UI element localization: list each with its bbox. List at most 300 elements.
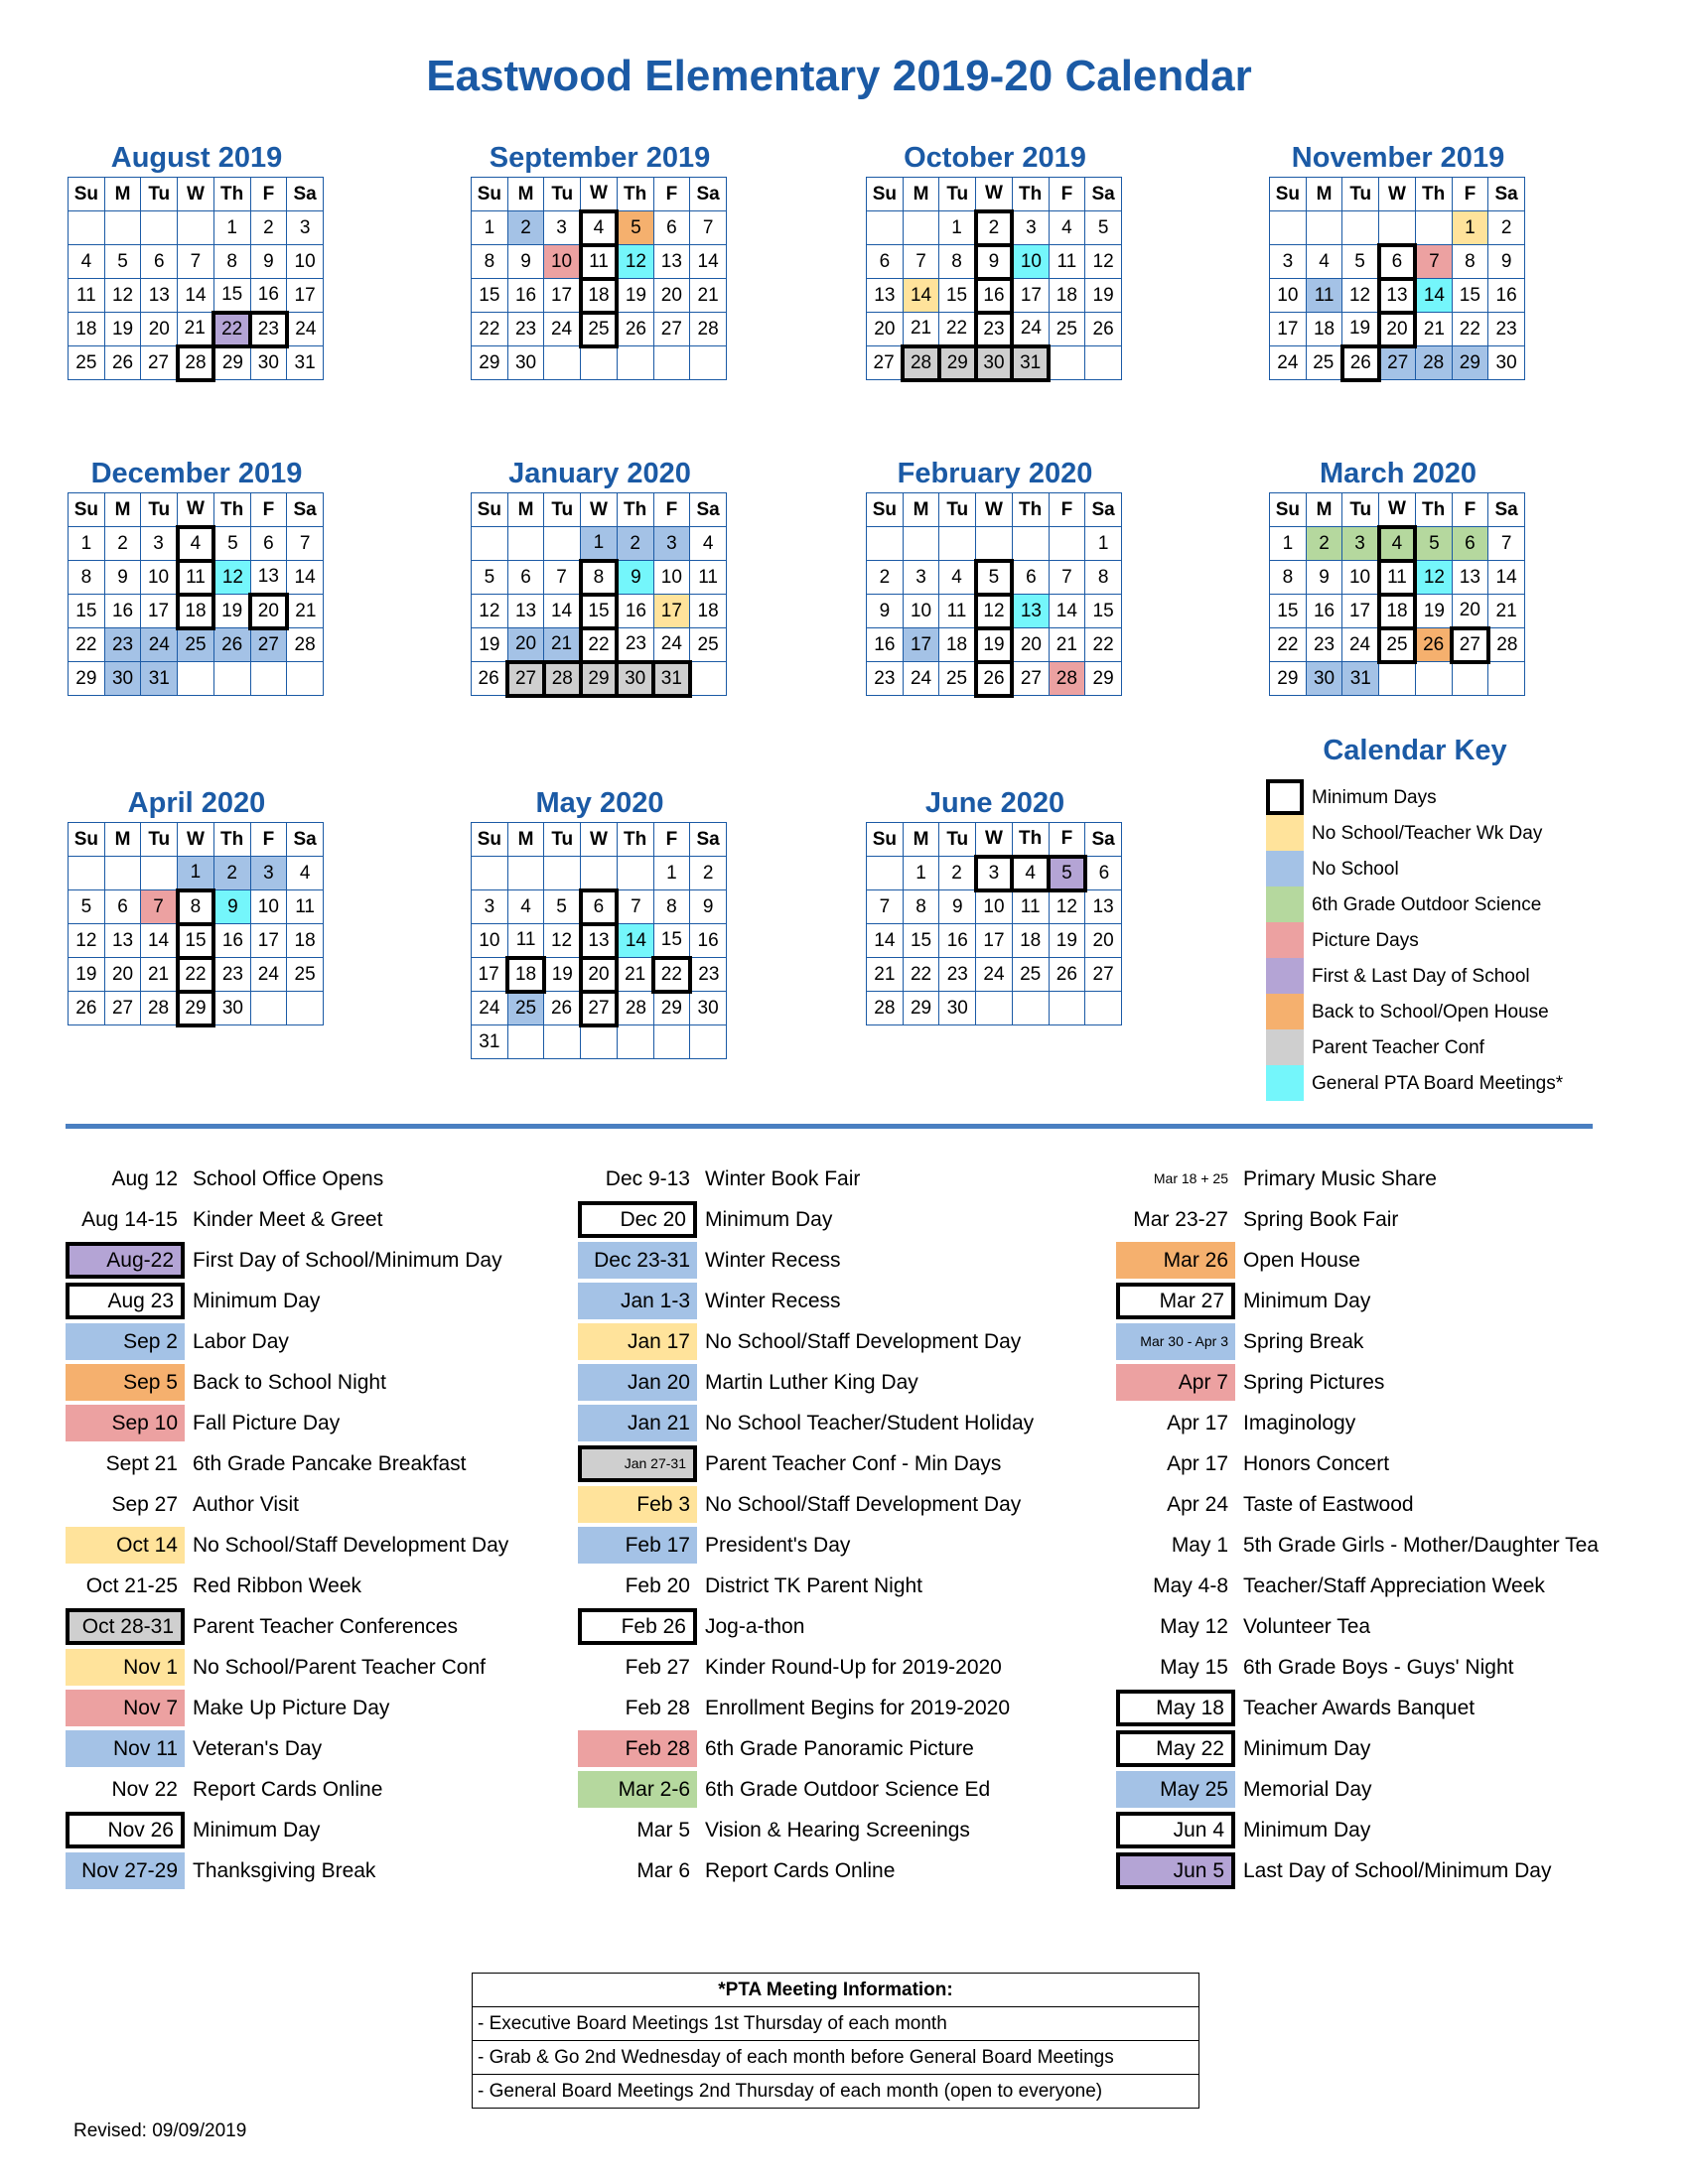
event-text: Winter Recess: [705, 1290, 841, 1312]
day-cell: 30: [250, 346, 287, 380]
weekday-header: Th: [1415, 178, 1452, 211]
event-date: Jun 5: [1116, 1852, 1235, 1889]
empty-cell: [903, 211, 939, 245]
key-swatch: [1266, 1029, 1304, 1065]
day-cell: 30: [1488, 346, 1525, 380]
day-cell: 25: [1379, 628, 1416, 662]
day-cell: 10: [287, 245, 324, 279]
day-cell: 16: [104, 595, 141, 628]
day-cell: 4: [1049, 211, 1085, 245]
day-cell: 3: [1012, 211, 1049, 245]
day-cell: 5: [976, 561, 1013, 595]
event-text: Minimum Day: [1243, 1819, 1371, 1842]
event-text: 5th Grade Girls - Mother/Daughter Tea: [1243, 1534, 1599, 1557]
event-date: Jun 4: [1116, 1812, 1235, 1848]
day-cell: 4: [690, 527, 727, 561]
weekday-header: Sa: [1488, 493, 1525, 527]
month-title: January 2020: [508, 458, 691, 489]
day-cell: 11: [1012, 890, 1049, 924]
event-row: [1116, 1159, 1672, 1199]
event-row: [66, 1606, 622, 1647]
empty-cell: [507, 1025, 544, 1059]
event-text: Kinder Round-Up for 2019-2020: [705, 1656, 1002, 1679]
day-cell: 5: [617, 211, 653, 245]
event-date: Nov 7: [66, 1690, 185, 1726]
event-date: Dec 20: [578, 1201, 697, 1238]
event-row: [578, 1403, 1134, 1443]
day-cell: 17: [544, 279, 581, 313]
day-cell: 20: [141, 313, 178, 346]
day-cell: 19: [104, 313, 141, 346]
day-cell: 5: [1085, 211, 1122, 245]
event-row: [1116, 1484, 1672, 1525]
event-text: Winter Book Fair: [705, 1167, 861, 1190]
month-calendar: [1269, 139, 1527, 382]
day-cell: 11: [1379, 561, 1416, 595]
event-row: [1116, 1199, 1672, 1240]
weekday-header: F: [1049, 493, 1085, 527]
event-text: Memorial Day: [1243, 1778, 1372, 1801]
day-cell: 3: [141, 527, 178, 561]
weekday-header: F: [1452, 493, 1488, 527]
event-text: Spring Break: [1243, 1330, 1364, 1353]
day-cell: 1: [1452, 211, 1488, 245]
day-cell: 10: [903, 595, 939, 628]
event-row: [578, 1647, 1134, 1688]
day-cell: 19: [1049, 924, 1085, 958]
day-cell: 17: [141, 595, 178, 628]
day-cell: 22: [1452, 313, 1488, 346]
weekday-header: F: [653, 493, 690, 527]
month-title: June 2020: [924, 787, 1065, 819]
events-column: [578, 1159, 1134, 1891]
event-date: Sep 5: [66, 1364, 185, 1401]
day-cell: 7: [903, 245, 939, 279]
weekday-header: Tu: [544, 493, 581, 527]
day-cell: 14: [1049, 595, 1085, 628]
pta-info-table: [472, 1973, 1199, 2109]
day-cell: 6: [581, 890, 618, 924]
day-cell: 28: [1415, 346, 1452, 380]
day-cell: 24: [903, 662, 939, 696]
day-cell: 27: [581, 992, 618, 1025]
weekday-header: Tu: [939, 493, 976, 527]
event-row: [1116, 1362, 1672, 1403]
event-date: May 4-8: [1153, 1574, 1228, 1597]
event-date: Sep 2: [66, 1323, 185, 1360]
day-cell: 27: [250, 628, 287, 662]
day-cell: 9: [213, 890, 250, 924]
event-row: [1116, 1321, 1672, 1362]
day-cell: 15: [178, 924, 214, 958]
day-cell: 3: [1342, 527, 1379, 561]
weekday-header: M: [507, 493, 544, 527]
weekday-header: W: [178, 178, 214, 211]
day-cell: 9: [690, 890, 727, 924]
key-swatch: [1266, 958, 1304, 994]
event-row: [578, 1769, 1134, 1810]
day-cell: 7: [544, 561, 581, 595]
day-cell: 30: [1306, 662, 1342, 696]
day-cell: 11: [1306, 279, 1342, 313]
weekday-header: Th: [617, 823, 653, 857]
day-cell: 23: [976, 313, 1013, 346]
day-cell: 29: [213, 346, 250, 380]
day-cell: 12: [1415, 561, 1452, 595]
empty-cell: [1049, 527, 1085, 561]
day-cell: 24: [544, 313, 581, 346]
weekday-header: W: [581, 493, 618, 527]
day-cell: 12: [472, 595, 508, 628]
day-cell: 8: [1270, 561, 1307, 595]
event-text: Veteran's Day: [193, 1737, 323, 1760]
day-cell: 11: [690, 561, 727, 595]
day-cell: 26: [1085, 313, 1122, 346]
day-cell: 8: [69, 561, 105, 595]
event-date: Sept 21: [105, 1452, 178, 1475]
day-cell: 5: [1415, 527, 1452, 561]
empty-cell: [1085, 992, 1122, 1025]
day-cell: 28: [1488, 628, 1525, 662]
event-row: [66, 1281, 622, 1321]
day-cell: 21: [1488, 595, 1525, 628]
month-calendar: [1269, 455, 1527, 696]
empty-cell: [472, 857, 508, 890]
day-cell: 18: [178, 595, 214, 628]
day-cell: 1: [581, 527, 618, 561]
event-text: Fall Picture Day: [193, 1412, 341, 1434]
day-cell: 24: [141, 628, 178, 662]
event-text: Minimum Day: [1243, 1290, 1371, 1312]
day-cell: 9: [250, 245, 287, 279]
day-cell: 7: [178, 245, 214, 279]
day-cell: 2: [976, 211, 1013, 245]
event-row: [66, 1199, 622, 1240]
event-date: Jan 1-3: [578, 1283, 697, 1319]
day-cell: 10: [976, 890, 1013, 924]
events-column: [66, 1159, 622, 1891]
day-cell: 7: [287, 527, 324, 561]
weekday-header: Th: [213, 178, 250, 211]
pta-line: - Executive Board Meetings 1st Thursday of each month: [473, 2007, 1199, 2041]
day-cell: 7: [141, 890, 178, 924]
event-date: Dec 23-31: [578, 1242, 697, 1279]
day-cell: 12: [1085, 245, 1122, 279]
day-cell: 5: [213, 527, 250, 561]
event-date: May 25: [1116, 1771, 1235, 1808]
event-row: [578, 1728, 1134, 1769]
weekday-header: M: [507, 178, 544, 211]
weekday-header: W: [976, 493, 1013, 527]
day-cell: 22: [581, 628, 618, 662]
event-text: Parent Teacher Conf - Min Days: [705, 1452, 1002, 1475]
key-label: General PTA Board Meetings*: [1312, 1073, 1564, 1094]
weekday-header: Th: [1012, 178, 1049, 211]
empty-cell: [104, 211, 141, 245]
key-swatch: [1266, 815, 1304, 851]
weekday-header: M: [1306, 178, 1342, 211]
day-cell: 30: [507, 346, 544, 380]
event-text: Labor Day: [193, 1330, 289, 1353]
day-cell: 4: [1379, 527, 1416, 561]
empty-cell: [250, 992, 287, 1025]
event-row: [578, 1484, 1134, 1525]
weekday-header: Su: [69, 493, 105, 527]
event-row: [578, 1362, 1134, 1403]
key-label: Picture Days: [1312, 930, 1419, 951]
day-cell: 3: [472, 890, 508, 924]
day-cell: 19: [617, 279, 653, 313]
day-cell: 26: [617, 313, 653, 346]
weekday-header: Sa: [1085, 493, 1122, 527]
day-cell: 19: [1085, 279, 1122, 313]
day-cell: 26: [1342, 346, 1379, 380]
weekday-header: Su: [1270, 493, 1307, 527]
day-cell: 14: [178, 279, 214, 313]
day-cell: 18: [1379, 595, 1416, 628]
day-cell: 7: [1488, 527, 1525, 561]
event-date: Nov 26: [66, 1812, 185, 1848]
day-cell: 20: [507, 628, 544, 662]
day-cell: 28: [690, 313, 727, 346]
day-cell: 4: [939, 561, 976, 595]
day-cell: 2: [939, 857, 976, 890]
empty-cell: [1049, 992, 1085, 1025]
day-cell: 20: [104, 958, 141, 992]
day-cell: 29: [69, 662, 105, 696]
event-text: School Office Opens: [193, 1167, 384, 1190]
event-text: Report Cards Online: [705, 1859, 896, 1882]
day-cell: 12: [104, 279, 141, 313]
day-cell: 17: [1342, 595, 1379, 628]
weekday-header: Su: [867, 493, 904, 527]
day-cell: 22: [1085, 628, 1122, 662]
event-row: [578, 1281, 1134, 1321]
day-cell: 10: [141, 561, 178, 595]
key-label: No School: [1312, 859, 1399, 880]
event-row: [578, 1321, 1134, 1362]
key-label: No School/Teacher Wk Day: [1312, 823, 1543, 844]
day-cell: 12: [976, 595, 1013, 628]
day-cell: 3: [1270, 245, 1307, 279]
day-cell: 22: [69, 628, 105, 662]
day-cell: 16: [617, 595, 653, 628]
day-cell: 10: [653, 561, 690, 595]
weekday-header: Su: [472, 178, 508, 211]
weekday-header: F: [653, 823, 690, 857]
weekday-header: F: [250, 178, 287, 211]
day-cell: 10: [544, 245, 581, 279]
day-cell: 28: [178, 346, 214, 380]
empty-cell: [544, 1025, 581, 1059]
event-date: Mar 6: [636, 1859, 690, 1882]
event-row: [578, 1159, 1134, 1199]
day-cell: 25: [178, 628, 214, 662]
day-cell: 16: [507, 279, 544, 313]
empty-cell: [617, 857, 653, 890]
day-cell: 6: [250, 527, 287, 561]
day-cell: 10: [1342, 561, 1379, 595]
empty-cell: [1415, 211, 1452, 245]
empty-cell: [250, 662, 287, 696]
day-cell: 2: [1488, 211, 1525, 245]
day-cell: 24: [1270, 346, 1307, 380]
day-cell: 6: [1379, 245, 1416, 279]
day-cell: 8: [213, 245, 250, 279]
event-date: Apr 17: [1167, 1452, 1228, 1475]
day-cell: 10: [1012, 245, 1049, 279]
event-date: Nov 27-29: [66, 1852, 185, 1889]
empty-cell: [867, 527, 904, 561]
day-cell: 20: [1379, 313, 1416, 346]
key-swatch: [1266, 994, 1304, 1029]
day-cell: 8: [1452, 245, 1488, 279]
month-title: March 2020: [1320, 458, 1477, 489]
empty-cell: [617, 1025, 653, 1059]
event-row: [66, 1810, 622, 1850]
key-label: 6th Grade Outdoor Science: [1312, 894, 1542, 915]
day-cell: 11: [287, 890, 324, 924]
day-cell: 13: [141, 279, 178, 313]
day-cell: 18: [287, 924, 324, 958]
day-cell: 8: [653, 890, 690, 924]
day-cell: 7: [867, 890, 904, 924]
day-cell: 11: [581, 245, 618, 279]
weekday-header: W: [178, 823, 214, 857]
empty-cell: [1306, 211, 1342, 245]
empty-cell: [653, 1025, 690, 1059]
empty-cell: [617, 346, 653, 380]
event-date: Jan 21: [578, 1405, 697, 1441]
day-cell: 23: [690, 958, 727, 992]
weekday-header: M: [1306, 493, 1342, 527]
day-cell: 25: [1012, 958, 1049, 992]
day-cell: 4: [1012, 857, 1049, 890]
event-date: Apr 7: [1116, 1364, 1235, 1401]
day-cell: 21: [1049, 628, 1085, 662]
key-label: First & Last Day of School: [1312, 966, 1530, 987]
event-text: No School/Staff Development Day: [193, 1534, 509, 1557]
weekday-header: Su: [69, 823, 105, 857]
weekday-header: M: [104, 493, 141, 527]
month-title: May 2020: [535, 787, 664, 819]
event-text: Jog-a-thon: [705, 1615, 805, 1638]
day-cell: 29: [939, 346, 976, 380]
day-cell: 22: [472, 313, 508, 346]
day-cell: 14: [867, 924, 904, 958]
event-text: Make Up Picture Day: [193, 1697, 390, 1719]
day-cell: 25: [507, 992, 544, 1025]
event-row: [1116, 1606, 1672, 1647]
weekday-header: M: [903, 178, 939, 211]
empty-cell: [1415, 662, 1452, 696]
day-cell: 14: [617, 924, 653, 958]
day-cell: 20: [1085, 924, 1122, 958]
month-title: December 2019: [90, 458, 303, 489]
month-calendar: [68, 139, 326, 382]
event-date: Mar 26: [1116, 1242, 1235, 1279]
day-cell: 1: [1270, 527, 1307, 561]
day-cell: 25: [69, 346, 105, 380]
day-cell: 5: [1342, 245, 1379, 279]
day-cell: 13: [104, 924, 141, 958]
event-row: [66, 1525, 622, 1566]
day-cell: 29: [1452, 346, 1488, 380]
empty-cell: [690, 662, 727, 696]
day-cell: 7: [1049, 561, 1085, 595]
day-cell: 6: [507, 561, 544, 595]
day-cell: 2: [250, 211, 287, 245]
event-text: Last Day of School/Minimum Day: [1243, 1859, 1552, 1882]
event-date: Jan 20: [578, 1364, 697, 1401]
day-cell: 24: [287, 313, 324, 346]
event-date: Feb 27: [625, 1656, 690, 1679]
day-cell: 17: [1012, 279, 1049, 313]
day-cell: 2: [213, 857, 250, 890]
day-cell: 13: [1452, 561, 1488, 595]
weekday-header: F: [1049, 823, 1085, 857]
event-text: Open House: [1243, 1249, 1360, 1272]
event-row: [1116, 1281, 1672, 1321]
day-cell: 6: [1085, 857, 1122, 890]
day-cell: 9: [976, 245, 1013, 279]
day-cell: 11: [178, 561, 214, 595]
day-cell: 23: [617, 628, 653, 662]
day-cell: 16: [690, 924, 727, 958]
event-text: No School Teacher/Student Holiday: [705, 1412, 1035, 1434]
day-cell: 28: [617, 992, 653, 1025]
empty-cell: [69, 857, 105, 890]
event-date: Apr 24: [1167, 1493, 1228, 1516]
weekday-header: M: [507, 823, 544, 857]
weekday-header: Su: [69, 178, 105, 211]
weekday-header: Sa: [287, 493, 324, 527]
event-text: Imaginology: [1243, 1412, 1356, 1434]
day-cell: 27: [1452, 628, 1488, 662]
day-cell: 14: [1488, 561, 1525, 595]
day-cell: 22: [903, 958, 939, 992]
day-cell: 7: [617, 890, 653, 924]
event-date: Feb 3: [578, 1486, 697, 1523]
weekday-header: W: [976, 178, 1013, 211]
event-date: May 1: [1171, 1534, 1228, 1557]
day-cell: 15: [939, 279, 976, 313]
day-cell: 17: [976, 924, 1013, 958]
empty-cell: [581, 346, 618, 380]
day-cell: 30: [939, 992, 976, 1025]
day-cell: 1: [178, 857, 214, 890]
event-date: Sep 27: [111, 1493, 178, 1516]
event-text: Taste of Eastwood: [1243, 1493, 1414, 1516]
key-swatch: [1266, 887, 1304, 922]
month-title: April 2020: [127, 787, 266, 819]
day-cell: 15: [653, 924, 690, 958]
weekday-header: Su: [867, 823, 904, 857]
day-cell: 4: [581, 211, 618, 245]
day-cell: 30: [213, 992, 250, 1025]
day-cell: 27: [1379, 346, 1416, 380]
day-cell: 19: [472, 628, 508, 662]
day-cell: 22: [939, 313, 976, 346]
day-cell: 17: [653, 595, 690, 628]
day-cell: 18: [69, 313, 105, 346]
day-cell: 21: [690, 279, 727, 313]
weekday-header: M: [104, 178, 141, 211]
day-cell: 14: [1415, 279, 1452, 313]
event-row: [66, 1728, 622, 1769]
event-row: [1116, 1240, 1672, 1281]
day-cell: 29: [1270, 662, 1307, 696]
